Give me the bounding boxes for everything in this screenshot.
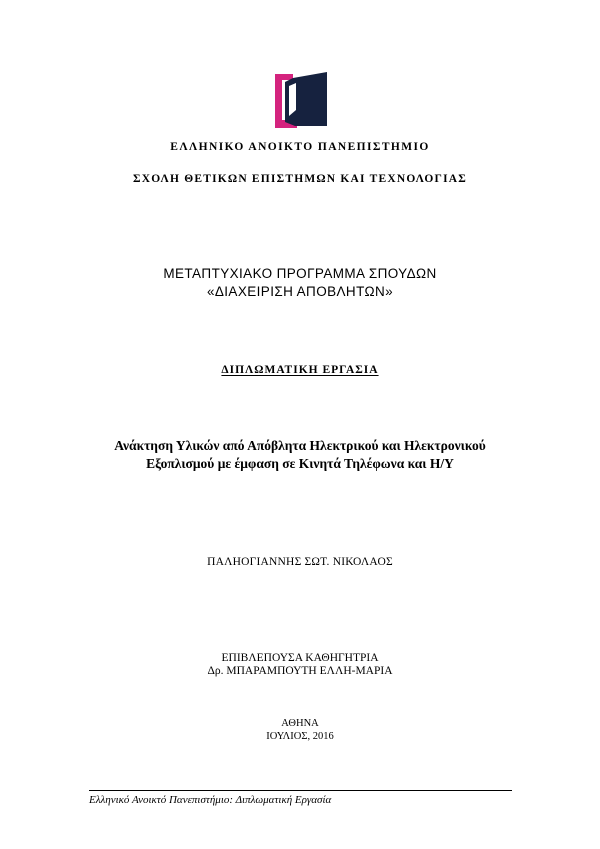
thesis-title-line-1: Ανάκτηση Υλικών από Απόβλητα Ηλεκτρικού και Ηλεκτρονικού [114, 438, 486, 453]
author-name: ΠΑΛΗΟΓΙΑΝΝΗΣ ΣΩΤ. ΝΙΚΟΛΑΟΣ [207, 556, 393, 568]
supervisor-role: ΕΠΙΒΛΕΠΟΥΣΑ ΚΑΘΗΓΗΤΡΙΑ [221, 652, 379, 664]
footer-text: Ελληνικό Ανοικτό Πανεπιστήμιο: Διπλωματική Εργασία [89, 794, 332, 806]
date: ΙΟΥΛΙΟΣ, 2016 [266, 731, 334, 742]
thesis-type-heading [0, 364, 600, 376]
program-line-2: «ΔΙΑΧΕΙΡΙΣΗ ΑΠΟΒΛΗΤΩΝ» [206, 284, 394, 299]
program-line-1: ΜΕΤΑΠΤΥΧΙΑΚΟ ΠΡΟΓΡΑΜΜΑ ΣΠΟΥΔΩΝ [163, 266, 437, 281]
university-book-logo-icon [275, 72, 327, 128]
school-name: ΣΧΟΛΗ ΘΕΤΙΚΩΝ ΕΠΙΣΤΗΜΩΝ ΚΑΙ ΤΕΧΝΟΛΟΓΙΑΣ [133, 173, 467, 185]
university-name: ΕΛΛΗΝΙΚΟ ΑΝΟΙΚΤΟ ΠΑΝΕΠΙΣΤΗΜΙΟ [170, 141, 430, 153]
supervisor-name: Δρ. ΜΠΑΡΑΜΠΟΥΤΗ ΕΛΛΗ-ΜΑΡΙΑ [207, 665, 393, 677]
place: ΑΘΗΝΑ [281, 718, 319, 729]
footer-divider [89, 790, 512, 791]
thesis-type-label: ΔΙΠΛΩΜΑΤΙΚΗ ΕΡΓΑΣΙΑ [221, 364, 379, 376]
thesis-title-line-2: Εξοπλισμού με έμφαση σε Κινητά Τηλέφωνα και Η/Υ [146, 456, 454, 471]
